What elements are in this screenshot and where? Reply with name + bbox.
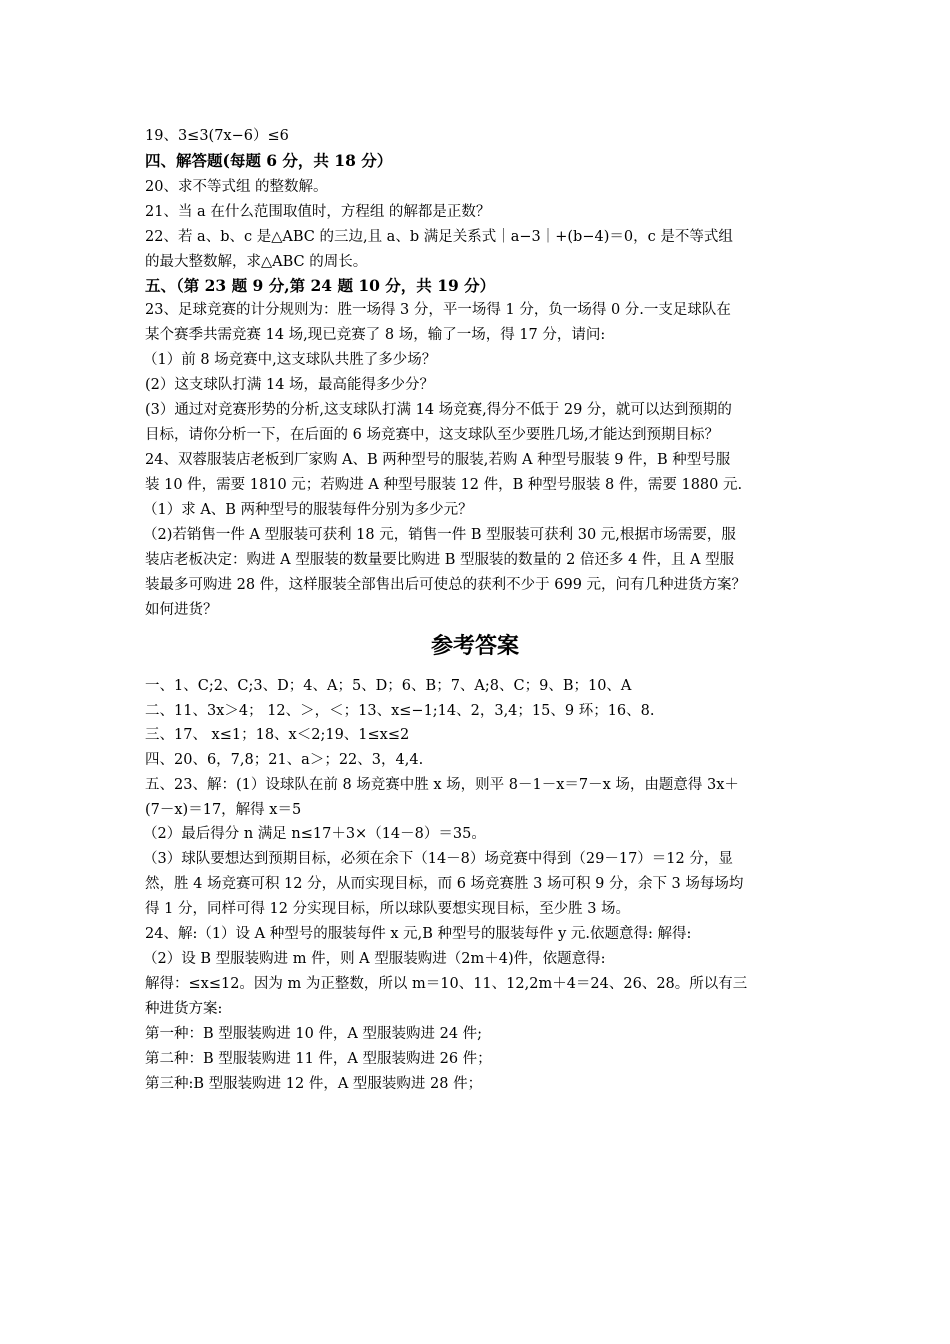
question-19: 19、3≤3(7x−6）≤6 [145,128,289,144]
answer-24-line-4: 种进货方案: [145,1001,223,1017]
question-24-part-1: （1）求 A、B 两种型号的服装每件分别为多少元？ [143,502,473,518]
answer-23-line-4: （3）球队要想达到预期目标，必须在余下（14－8）场竞赛中得到（29－17）＝12 分，显 [143,851,733,867]
answer-24-line-2: （2）设 B 型服装购进 m 件，则 A 型服装购进（2m＋4)件，依题意得: [143,951,606,967]
question-20: 20、求不等式组 的整数解。 [145,179,328,195]
question-23-part-3-line-2: 目标，请你分析一下，在后面的 6 场竞赛中，这支球队至少要胜几场,才能达到预期目标？ [145,427,720,443]
section-5-heading: 五、（第 23 题 9 分,第 24 题 10 分，共 19 分） [145,276,496,295]
answer-23-line-1: 五、23、解：(1）设球队在前 8 场竞赛中胜 x 场，则平 8－1－x＝7－x 场，由题意得 3x＋ [145,777,739,793]
answer-section-2: 二、11、3x＞4； 12、＞，＜；13、x≤−1;14、2，3,4；15、9 环；16、8. [145,703,655,719]
answer-section-1: 一、1、C;2、C;3、D；4、A；5、D；6、B；7、A;8、C；9、B；10、A [145,678,632,694]
answer-section-3: 三、17、 x≤1；18、x＜2;19、1≤x≤2 [145,727,410,743]
question-24-part-2-line-1: （2)若销售一件 A 型服装可获利 18 元，销售一件 B 型服装可获利 30 元,根据市场需要，服 [143,527,736,543]
answer-plan-1: 第一种：B 型服装购进 10 件，A 型服装购进 24 件; [145,1026,483,1042]
question-24-line-2: 装 10 件，需要 1810 元；若购进 A 种型号服装 12 件，B 种型号服装 8 件，需要 1880 元. [145,477,743,493]
question-22-line-2: 的最大整数解，求△ABC 的周长。 [145,254,368,270]
question-21: 21、当 a 在什么范围取值时，方程组 的解都是正数？ [145,204,491,220]
question-23-line-1: 23、足球竞赛的计分规则为：胜一场得 3 分，平一场得 1 分，负一场得 0 分.一支足球队在 [145,302,731,318]
answer-23-line-6: 得 1 分，同样可得 12 分实现目标，所以球队要想实现目标，至少胜 3 场。 [145,901,631,917]
answer-plan-3: 第三种:B 型服装购进 12 件，A 型服装购进 28 件； [145,1076,483,1092]
section-4-heading: 四、解答题(每题 6 分，共 18 分） [145,151,393,170]
answers-title: 参考答案 [430,634,519,659]
answer-23-line-2: (7－x)＝17，解得 x＝5 [145,802,302,818]
question-23-part-3-line-1: (3）通过对竞赛形势的分析,这支球队打满 14 场竞赛,得分不低于 29 分，就可以达到预期的 [145,402,732,418]
question-22-line-1: 22、若 a、b、c 是△ABC 的三边,且 a、b 满足关系式｜a−3｜+(b−4)＝0，c 是不等式组 [145,229,733,245]
answer-24-line-3: 解得：≤x≤12。因为 m 为正整数，所以 m＝10、11、12,2m＋4＝24、26、28。所以有三 [145,976,748,992]
question-24-line-1: 24、双蓉服装店老板到厂家购 A、B 两种型号的服装,若购 A 种型号服装 9 件，B 种型号服 [145,452,731,468]
answer-23-line-3: （2）最后得分 n 满足 n≤17＋3×（14－8）＝35。 [143,826,486,842]
answer-section-4: 四、20、6，7,8；21、a＞；22、3，4,4. [145,752,424,768]
question-24-part-2-line-3: 装最多可购进 28 件，这样服装全部售出后可使总的获利不少于 699 元，问有几种进货方案？ [145,577,747,593]
question-24-part-2-line-2: 装店老板决定：购进 A 型服装的数量要比购进 B 型服装的数量的 2 倍还多 4 件，且 A 型服 [145,552,735,568]
answer-23-line-5: 然，胜 4 场竞赛可积 12 分，从而实现目标，而 6 场竞赛胜 3 场可积 9 分，余下 3 场每场均 [145,876,744,892]
answer-24-line-1: 24、解:（1）设 A 种型号的服装每件 x 元,B 种型号的服装每件 y 元.依题意得: 解得: [145,926,692,942]
answer-plan-2: 第二种：B 型服装购进 11 件，A 型服装购进 26 件； [145,1051,492,1067]
question-23-part-2: (2）这支球队打满 14 场，最高能得多少分？ [145,377,435,393]
question-24-part-2-line-4: 如何进货？ [145,602,218,618]
question-23-line-2: 某个赛季共需竞赛 14 场,现已竞赛了 8 场，输了一场，得 17 分，请问: [145,327,606,343]
question-23-part-1: （1）前 8 场竞赛中,这支球队共胜了多少场？ [143,352,437,368]
